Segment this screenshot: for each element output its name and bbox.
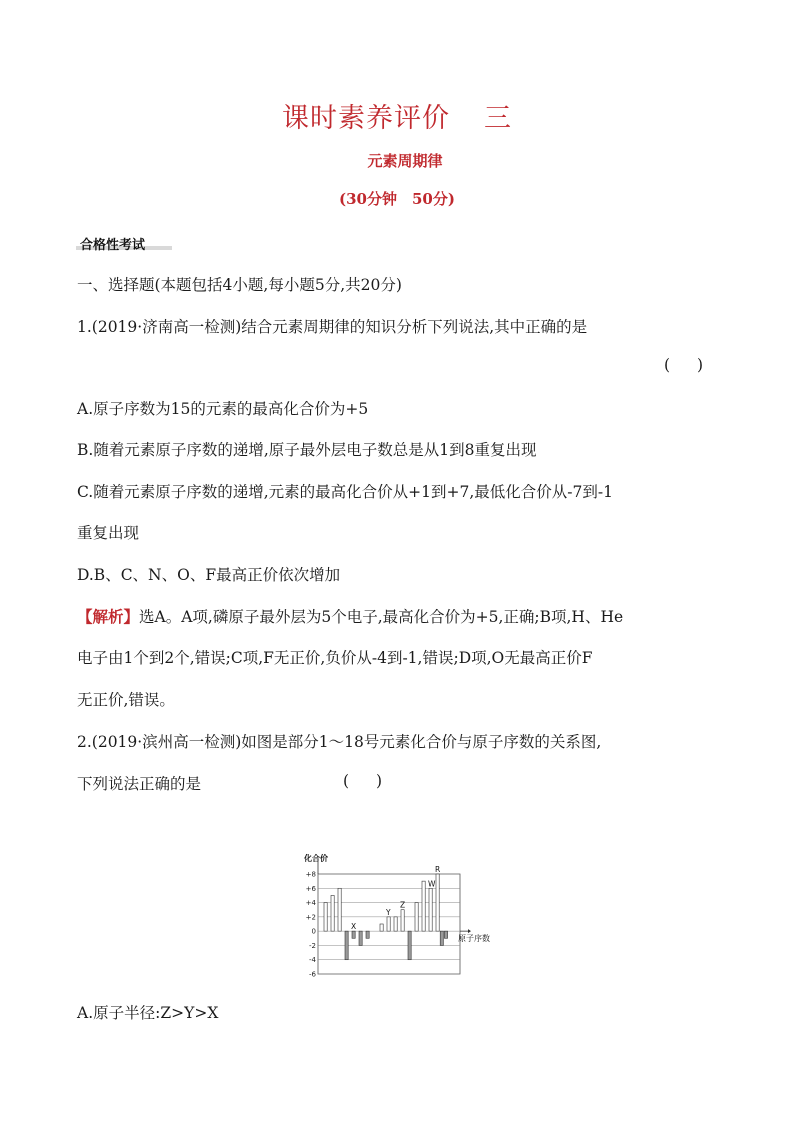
bar <box>401 910 404 931</box>
q2-stem-line1: 2.(2019·滨州高一检测)如图是部分1～18号元素化合价与原子序数的关系图, <box>77 733 602 751</box>
q1-stem: 1.(2019·济南高一检测)结合元素周期律的知识分析下列说法,其中正确的是 <box>77 318 588 336</box>
bar <box>436 874 439 931</box>
q1-option-d: D.B、C、N、O、F最高正价依次增加 <box>77 566 341 584</box>
y-axis-label: 化合价 <box>304 854 328 863</box>
y-tick-label: -2 <box>309 941 316 950</box>
analysis-text-1: 选A。A项,磷原子最外层为5个电子,最高化合价为+5,正确;B项,H、He <box>139 608 624 626</box>
y-tick-label: -6 <box>309 970 316 979</box>
bar <box>338 888 341 931</box>
bar-label: R <box>435 865 441 874</box>
x-axis-label: 原子序数 <box>458 934 490 944</box>
q2-answer-paren: ( ) <box>343 772 383 790</box>
bar <box>345 931 348 960</box>
title-number: 三 <box>484 103 512 134</box>
q2-option-a: A.原子半径:Z>Y>X <box>77 1004 219 1022</box>
bar <box>429 888 432 931</box>
bar <box>352 931 355 938</box>
bar <box>324 903 327 932</box>
bar <box>444 931 447 938</box>
bar <box>380 924 383 931</box>
q1-analysis-line3: 无正价,错误。 <box>77 691 175 709</box>
y-tick-label: +2 <box>305 913 316 922</box>
x-axis-arrow <box>468 929 471 933</box>
analysis-tag: 【解析】 <box>77 607 140 626</box>
valence-chart <box>300 852 510 982</box>
title-main: 课时素养评价 <box>282 103 450 134</box>
bar-label: X <box>351 922 357 932</box>
y-tick-label: 0 <box>311 927 316 936</box>
q1-analysis-line1 <box>77 605 623 627</box>
section-tag-label: 合格性考试 <box>80 238 146 253</box>
section-tag <box>76 234 172 252</box>
bar <box>422 881 425 931</box>
q1-answer-paren: ( ) <box>664 356 704 374</box>
y-tick-label: +8 <box>305 870 316 879</box>
y-tick-label: +6 <box>305 884 316 893</box>
bar <box>415 903 418 932</box>
q1-option-a: A.原子序数为15的元素的最高化合价为+5 <box>77 400 369 418</box>
bar <box>440 931 443 945</box>
bar <box>331 895 334 931</box>
time-score-note: (30分钟 50分) <box>339 190 455 208</box>
q2-stem-line2: 下列说法正确的是 <box>77 775 202 793</box>
part-heading: 一、选择题(本题包括4小题,每小题5分,共20分) <box>77 276 402 294</box>
q1-option-c-line1: C.随着元素原子序数的递增,元素的最高化合价从+1到+7,最低化合价从-7到-1 <box>77 483 613 501</box>
bar-label: Y <box>386 907 391 917</box>
y-tick-label: -4 <box>309 956 316 965</box>
q1-option-c-line2: 重复出现 <box>77 524 140 542</box>
bar <box>366 931 369 938</box>
page-subtitle: 元素周期律 <box>367 152 443 170</box>
bar <box>408 931 411 960</box>
q1-analysis-line2: 电子由1个到2个,错误;C项,F无正价,负价从-4到-1,错误;D项,O无最高正价F <box>77 649 593 667</box>
bar-label: W <box>428 879 436 889</box>
bar-label: Z <box>400 900 406 910</box>
valence-chart-svg <box>300 852 510 982</box>
page-title <box>0 96 794 135</box>
y-tick-label: +4 <box>305 899 316 908</box>
bar <box>387 917 390 931</box>
bar <box>359 931 362 945</box>
q1-option-b: B.随着元素原子序数的递增,原子最外层电子数总是从1到8重复出现 <box>77 441 537 459</box>
bar <box>394 917 397 931</box>
